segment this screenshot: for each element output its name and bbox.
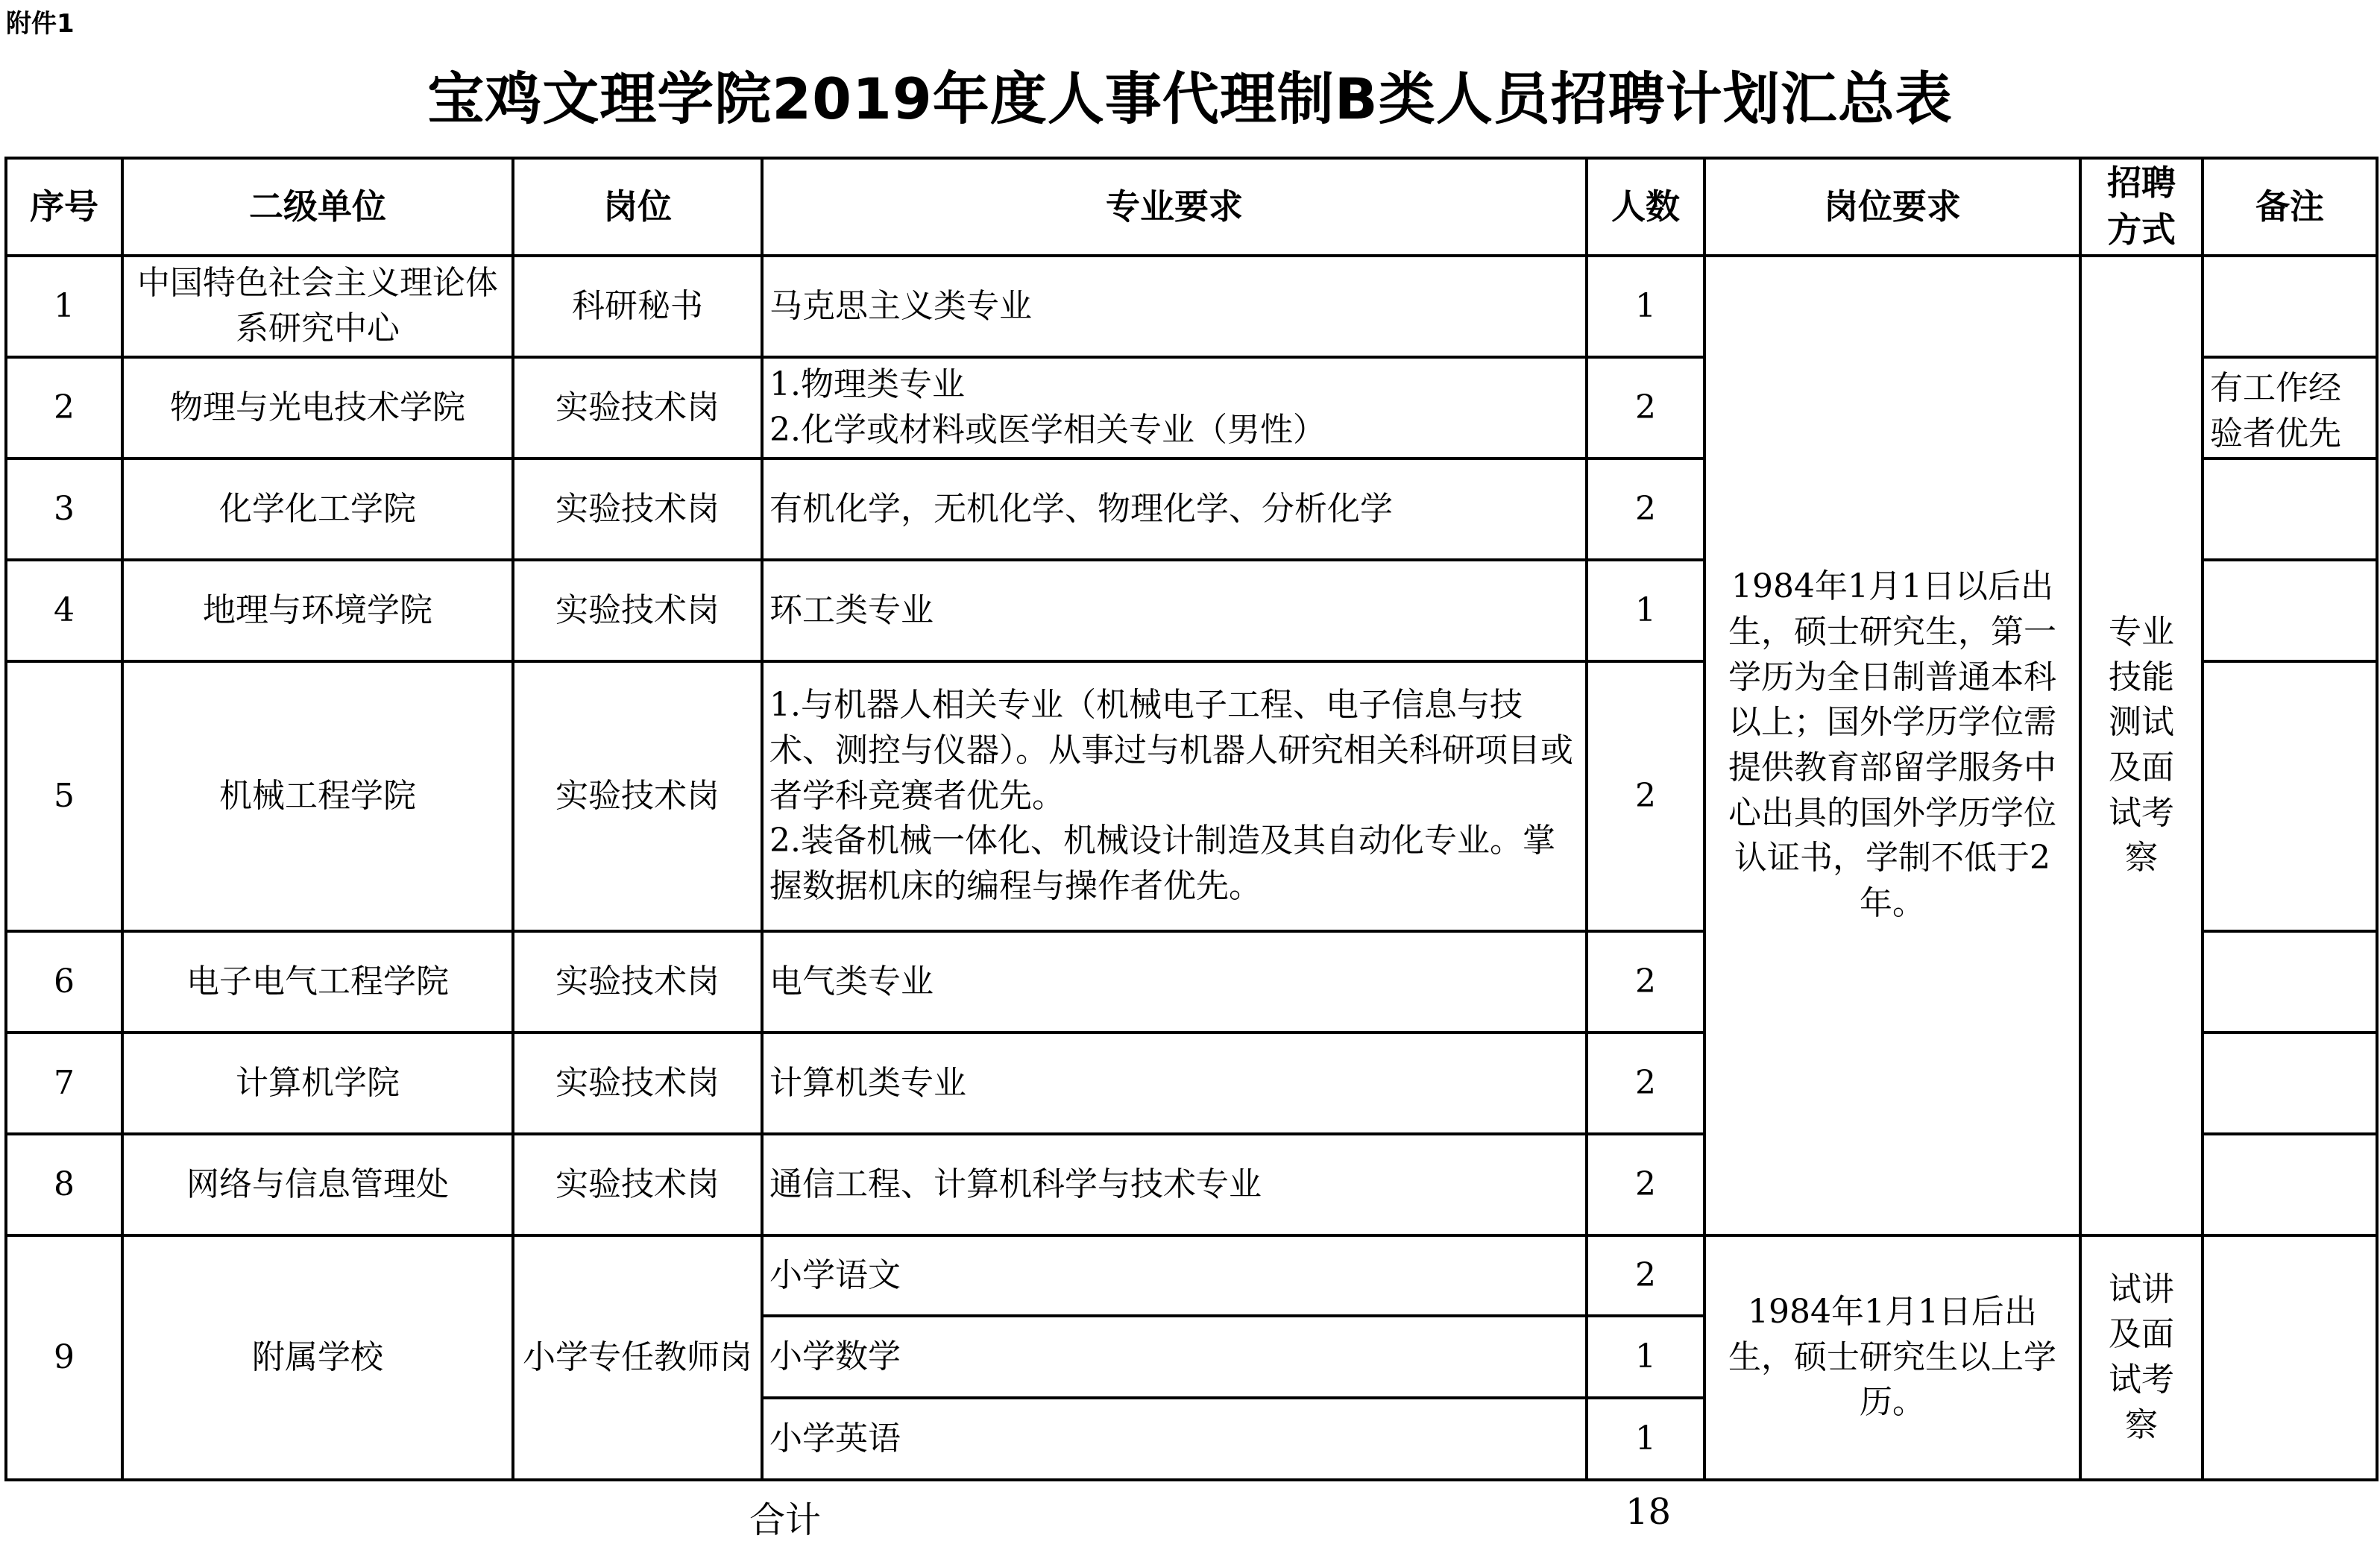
row-post: 实验技术岗: [513, 931, 762, 1033]
row-major: 电气类专业: [762, 931, 1587, 1033]
row-major: 有机化学，无机化学、物理化学、分析化学: [762, 459, 1587, 560]
group-post-requirements: 1984年1月1日以后出生，硕士研究生，第一学历为全日制普通本科以上；国外学历学位需提供教育部留学服务中心出具的国外学历学位认证书，学制不低于2年。: [1704, 256, 2080, 1235]
header-major: 专业要求: [762, 158, 1587, 256]
school-post: 小学专任教师岗: [513, 1235, 762, 1480]
row-remark: [2203, 256, 2377, 357]
school-post-requirements: 1984年1月1日后出生，硕士研究生以上学历。: [1704, 1235, 2080, 1480]
row-major: 1.与机器人相关专业（机械电子工程、电子信息与技术、测控与仪器）。从事过与机器人研究相关科研项目或者学科竞赛者优先。 2.装备机械一体化、机械设计制造及其自动化专业。掌握数据机床的编程与操作者优先。: [762, 661, 1587, 931]
header-unit: 二级单位: [122, 158, 513, 256]
row-count: 2: [1587, 357, 1704, 459]
row-unit: 化学化工学院: [122, 459, 513, 560]
row-major: 1.物理类专业 2.化学或材料或医学相关专业（男性）: [762, 357, 1587, 459]
row-count: 2: [1587, 931, 1704, 1033]
header-method: 招聘方式: [2080, 158, 2203, 256]
row-unit: 网络与信息管理处: [122, 1134, 513, 1235]
page-title: 宝鸡文理学院2019年度人事代理制B类人员招聘计划汇总表: [427, 66, 1953, 132]
row-count: 1: [1587, 560, 1704, 661]
row-unit: 地理与环境学院: [122, 560, 513, 661]
row-count: 2: [1587, 1134, 1704, 1235]
row-seq: 4: [6, 560, 122, 661]
row-unit: 电子电气工程学院: [122, 931, 513, 1033]
school-subject-major: 小学数学: [762, 1316, 1587, 1398]
row-count: 1: [1587, 256, 1704, 357]
school-subject-major: 小学英语: [762, 1398, 1587, 1480]
table-row: [6, 1235, 2377, 1316]
header-seq: 序号: [6, 158, 122, 256]
row-count: 2: [1587, 459, 1704, 560]
row-post: 实验技术岗: [513, 1033, 762, 1134]
row-seq: 5: [6, 661, 122, 931]
school-subject-major: 小学语文: [762, 1235, 1587, 1316]
row-remark: [2203, 931, 2377, 1033]
row-major: 马克思主义类专业: [762, 256, 1587, 357]
school-subject-count: 1: [1587, 1398, 1704, 1480]
row-seq: 1: [6, 256, 122, 357]
row-major: 环工类专业: [762, 560, 1587, 661]
school-seq: 9: [6, 1235, 122, 1480]
row-remark: [2203, 560, 2377, 661]
school-subject-count: 2: [1587, 1235, 1704, 1316]
row-seq: 8: [6, 1134, 122, 1235]
header-row: [6, 158, 2377, 256]
row-remark: [2203, 1033, 2377, 1134]
row-remark: 有工作经验者优先: [2203, 357, 2377, 459]
row-seq: 6: [6, 931, 122, 1033]
row-count: 2: [1587, 1033, 1704, 1134]
school-recruit-method: 试讲及面试考察: [2080, 1235, 2203, 1480]
school-unit: 附属学校: [122, 1235, 513, 1480]
total-label: 合计: [749, 1499, 822, 1541]
row-unit: 计算机学院: [122, 1033, 513, 1134]
row-post: 实验技术岗: [513, 1134, 762, 1235]
recruitment-table: [4, 157, 2379, 1481]
row-unit: 物理与光电技术学院: [122, 357, 513, 459]
row-post: 实验技术岗: [513, 661, 762, 931]
row-count: 2: [1587, 661, 1704, 931]
header-count: 人数: [1587, 158, 1704, 256]
row-major: 通信工程、计算机科学与技术专业: [762, 1134, 1587, 1235]
group-recruit-method: 专业技能测试及面试考察: [2080, 256, 2203, 1235]
attachment-label: 附件1: [6, 9, 75, 39]
total-value: 18: [1625, 1491, 1672, 1533]
row-unit: 中国特色社会主义理论体系研究中心: [122, 256, 513, 357]
row-unit: 机械工程学院: [122, 661, 513, 931]
row-seq: 7: [6, 1033, 122, 1134]
row-post: 科研秘书: [513, 256, 762, 357]
row-post: 实验技术岗: [513, 459, 762, 560]
row-remark: [2203, 661, 2377, 931]
school-subject-count: 1: [1587, 1316, 1704, 1398]
header-remark: 备注: [2203, 158, 2377, 256]
table-row: [6, 256, 2377, 357]
row-remark: [2203, 1134, 2377, 1235]
row-major: 计算机类专业: [762, 1033, 1587, 1134]
row-seq: 3: [6, 459, 122, 560]
school-remark: [2203, 1235, 2377, 1480]
header-post-requirements: 岗位要求: [1704, 158, 2080, 256]
row-post: 实验技术岗: [513, 357, 762, 459]
row-seq: 2: [6, 357, 122, 459]
header-post: 岗位: [513, 158, 762, 256]
row-remark: [2203, 459, 2377, 560]
row-post: 实验技术岗: [513, 560, 762, 661]
